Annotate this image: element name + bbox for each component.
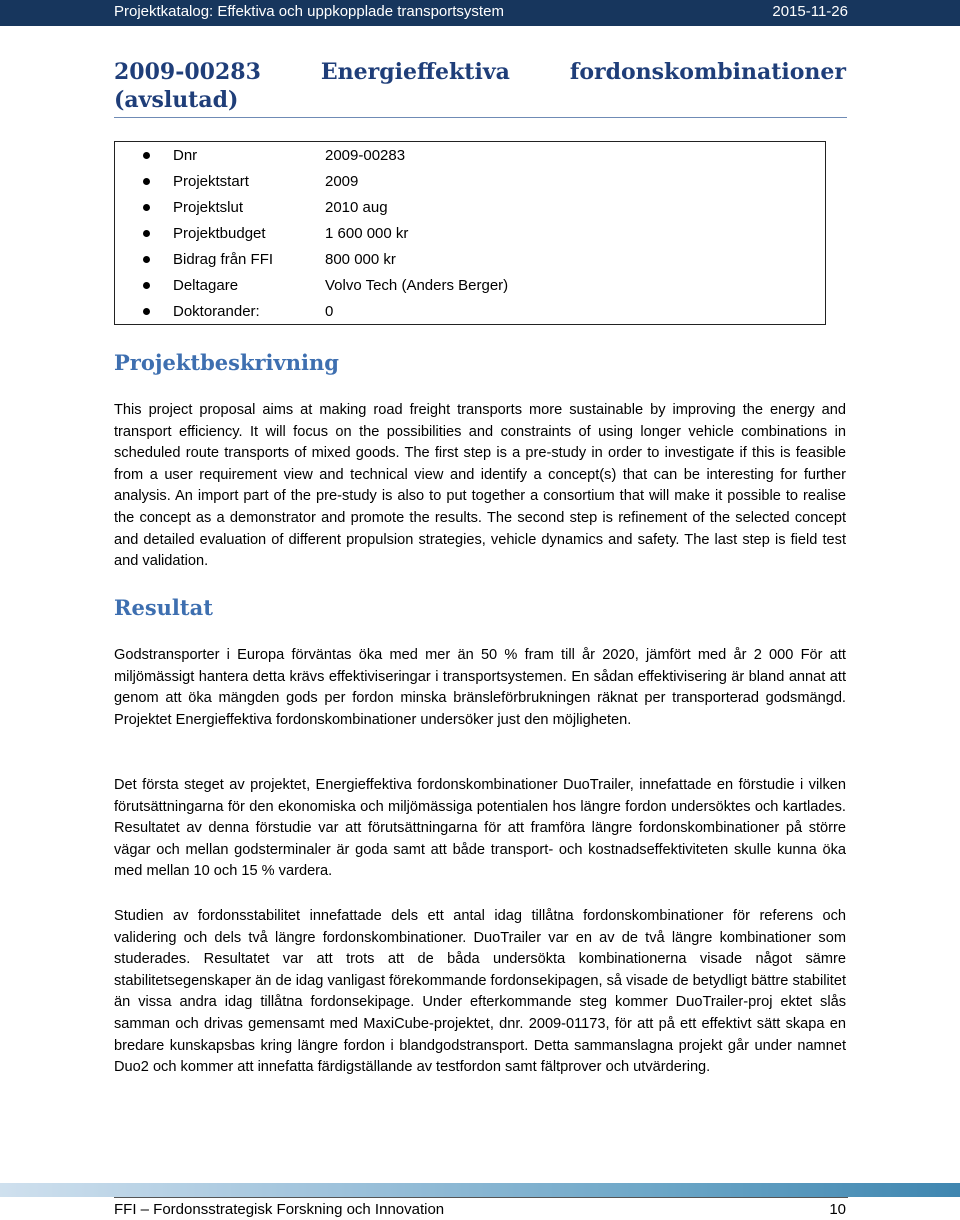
info-row <box>115 222 825 248</box>
info-label: Projektbudget <box>173 225 266 242</box>
result-paragraph-1: Godstransporter i Europa förväntas öka med mer än 50 % fram till år 2020, jämfört med år 2 000 För att miljömässigt hantera detta krävs effektiviseringar i transportsystemen. En sådan effektivisering är bland annat att genom att öka mängden gods per fordon minska bränsleförbrukningen räknat per transporterad godsmängd. Projektet Energieffektiva fordonskombinationer undersöker just den möjligheten. <box>114 647 846 728</box>
page-title <box>114 58 846 114</box>
footer-gradient-band <box>0 1183 960 1197</box>
project-info-box <box>114 141 826 325</box>
info-value: 800 000 kr <box>325 251 396 268</box>
title-project-number: 2009-00283 <box>114 59 261 85</box>
bullet-icon <box>143 178 150 185</box>
bullet-icon <box>143 152 150 159</box>
info-label: Bidrag från FFI <box>173 251 274 268</box>
section-heading-resultat: Resultat <box>114 595 213 620</box>
info-row <box>115 144 825 170</box>
footer-divider <box>114 1197 848 1198</box>
project-description-paragraph: This project proposal aims at making road freight transports more sustainable by improving the energy and transport efficiency. It will focus on the possibilities and constraints of using longer vehicle combinations in scheduled route transports of mixed goods. The first step is a pre-study in order to investigate if this is feasible from a user requirement view and technical view and identify a concept(s) that can be interesting for further analysis. An import part of the pre-study is also to put together a consortium that will make it possible to realise the concept as a demonstrator and promote the results. The second step is refinement of the selected concept and detailed evaluation of different propulsion strategies, vehicle dynamics and safety. The last step is field test and validation. <box>114 402 846 570</box>
title-divider <box>114 117 847 118</box>
bullet-icon <box>143 256 150 263</box>
title-word-1: Energieffektiva <box>320 59 510 85</box>
info-label: Projektslut <box>173 199 244 216</box>
info-row <box>115 274 825 300</box>
result-paragraph-2: Det första steget av projektet, Energieffektiva fordonskombinationer DuoTrailer, innefattade en förstudie i vilken förutsättningarna för den ekonomiska och miljömässiga potentialen hos längre fordon undersöktes och kartlades. Resultatet av denna förstudie var att förutsättningarna för att framföra längre fordonskombinationer på större vägar och mellan godsterminaler är goda samt att både transport- och kostnadseffektiviteten skulle kunna öka med mellan 10 och 15 % vardera. <box>114 777 846 880</box>
info-value: Volvo Tech (Anders Berger) <box>325 277 509 294</box>
bullet-icon <box>143 230 150 237</box>
bullet-icon <box>143 282 150 289</box>
title-status: (avslutad) <box>114 87 239 113</box>
info-value: 0 <box>325 303 334 320</box>
info-row <box>115 300 825 326</box>
info-row <box>115 170 825 196</box>
header-date: 2015-11-26 <box>772 3 848 20</box>
info-label: Doktorander: <box>173 303 260 320</box>
result-paragraph-3: Studien av fordonsstabilitet innefattade dels ett antal idag tillåtna fordonskombinationer för referens och validering och dels två längre fordonskombinationer. DuoTrailer var en av de två längre kombinationer som studerades. Resultatet var att trots att de båda undersökta kombinationerna visade något sämre stabilitetsegenskaper än de idag vanligast förekommande fordonsekipagen, så visade de betydligt bättre stabilitet än vissa andra idag tillåtna fordonsekipage. Under efterkommande steg kommer DuoTrailer-proj ektet slås samman och drivas gemensamt med MaxiCube-projektet, dnr. 2009-01173, för att på ett effektivt sätt skapa en bredare kunskapsbas kring längre fordon i blandgodstransport. Detta sammanslagna projekt går under namnet Duo2 och kommer att innefatta färdigställande av testfordon samt fältprover och utvärdering. <box>114 908 846 1076</box>
info-value: 1 600 000 kr <box>325 225 409 242</box>
bullet-icon <box>143 308 150 315</box>
page-number: 10 <box>829 1201 846 1218</box>
info-label: Projektstart <box>173 173 249 190</box>
section-heading-projektbeskrivning: Projektbeskrivning <box>114 350 339 375</box>
info-value: 2009-00283 <box>325 147 406 164</box>
info-value: 2009 <box>325 173 359 190</box>
info-label: Deltagare <box>173 277 239 294</box>
footer-organization: FFI – Fordonsstrategisk Forskning och Innovation <box>114 1201 445 1218</box>
info-label: Dnr <box>173 147 198 164</box>
bullet-icon <box>143 204 150 211</box>
info-row <box>115 248 825 274</box>
header-bar <box>0 0 960 26</box>
info-row <box>115 196 825 222</box>
info-value: 2010 aug <box>325 199 388 216</box>
header-catalog-title: Projektkatalog: Effektiva och uppkopplade transportsystem <box>114 3 504 20</box>
title-word-2: fordonskombinationer <box>569 59 846 85</box>
